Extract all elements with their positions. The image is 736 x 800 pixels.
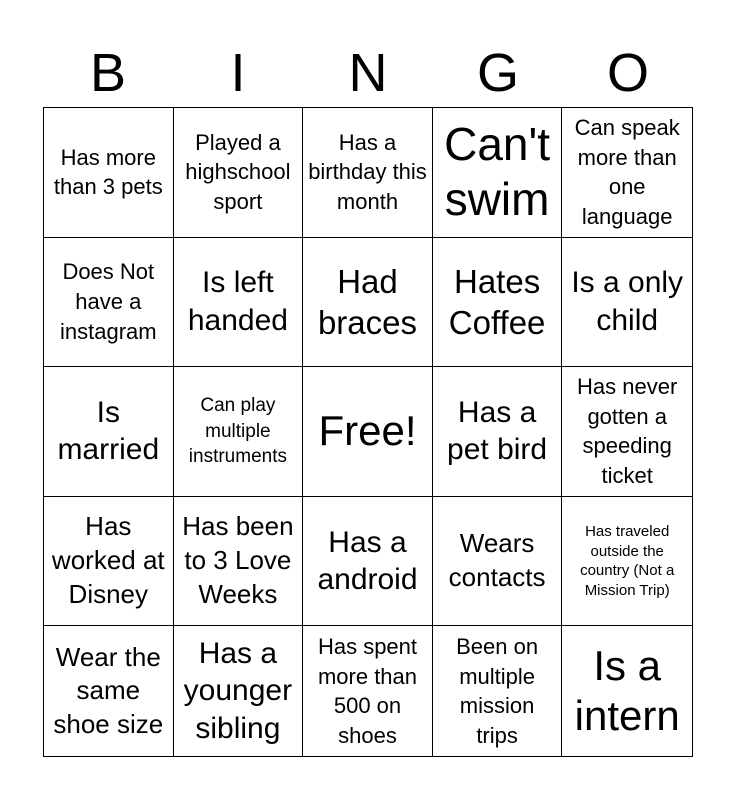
bingo-cell[interactable] <box>174 626 304 756</box>
bingo-cell[interactable] <box>44 626 174 756</box>
bingo-cell[interactable] <box>433 367 563 497</box>
bingo-cell[interactable] <box>562 497 692 627</box>
bingo-cell[interactable] <box>44 108 174 238</box>
cell-text: Can play multiple instruments <box>188 395 287 468</box>
cell-text: Is a only child <box>571 266 684 337</box>
bingo-cell[interactable] <box>303 108 433 238</box>
cell-text: Does Not have a instagram <box>60 259 157 344</box>
bingo-cell[interactable] <box>44 497 174 627</box>
bingo-cell[interactable] <box>174 108 304 238</box>
bingo-cell[interactable] <box>174 367 304 497</box>
cell-text: Played a highschool sport <box>185 129 291 215</box>
cell-text: Has spent more than 500 on shoes <box>317 633 418 748</box>
cell-text: Has worked at Disney <box>51 511 165 609</box>
bingo-cell[interactable] <box>44 367 174 497</box>
cell-text: Can speak more than one language <box>574 114 680 229</box>
bingo-cell[interactable] <box>303 626 433 756</box>
bingo-cell[interactable] <box>433 108 563 238</box>
bingo-cell-free[interactable] <box>303 367 433 497</box>
cell-text: Wear the same shoe size <box>53 641 164 740</box>
bingo-cell[interactable] <box>433 497 563 627</box>
cell-text: Has never gotten a speeding ticket <box>577 374 678 489</box>
bingo-cell[interactable] <box>174 497 304 627</box>
bingo-cell[interactable] <box>562 367 692 497</box>
bingo-cell[interactable] <box>562 108 692 238</box>
bingo-cell[interactable] <box>562 238 692 368</box>
cell-text: Is married <box>57 395 160 467</box>
header-letter-n: N <box>348 43 388 103</box>
cell-text: Is left handed <box>187 266 288 337</box>
header-letter-i: I <box>230 43 246 103</box>
bingo-grid <box>43 107 693 757</box>
cell-text: Is a intern <box>574 641 680 740</box>
header-letter-b: B <box>89 43 127 103</box>
cell-text: Has traveled outside the country (Not a Mission Trip) <box>580 523 675 599</box>
cell-text: Free! <box>318 407 417 455</box>
header-letter-g: G <box>476 43 519 103</box>
bingo-cell[interactable] <box>174 238 304 368</box>
cell-text: Has been to 3 Love Weeks <box>182 511 294 609</box>
cell-text: Hates Coffee <box>448 262 546 341</box>
bingo-header <box>43 38 693 108</box>
cell-text: Has a younger sibling <box>183 636 293 745</box>
bingo-cell[interactable] <box>562 626 692 756</box>
cell-text: Wears contacts <box>448 528 546 593</box>
cell-text: Has a android <box>317 525 418 597</box>
bingo-cell[interactable] <box>433 626 563 756</box>
cell-text: Can't swim <box>444 118 551 226</box>
bingo-cell[interactable] <box>303 497 433 627</box>
cell-text: Been on multiple mission trips <box>456 633 539 748</box>
bingo-cell[interactable] <box>303 238 433 368</box>
bingo-cell[interactable] <box>44 238 174 368</box>
cell-text: Has a pet bird <box>447 395 548 467</box>
bingo-cell[interactable] <box>433 238 563 368</box>
cell-text: Has more than 3 pets <box>53 144 163 200</box>
cell-text: Had braces <box>317 262 418 341</box>
header-letter-o: O <box>606 43 649 103</box>
cell-text: Has a birthday this month <box>308 129 427 215</box>
